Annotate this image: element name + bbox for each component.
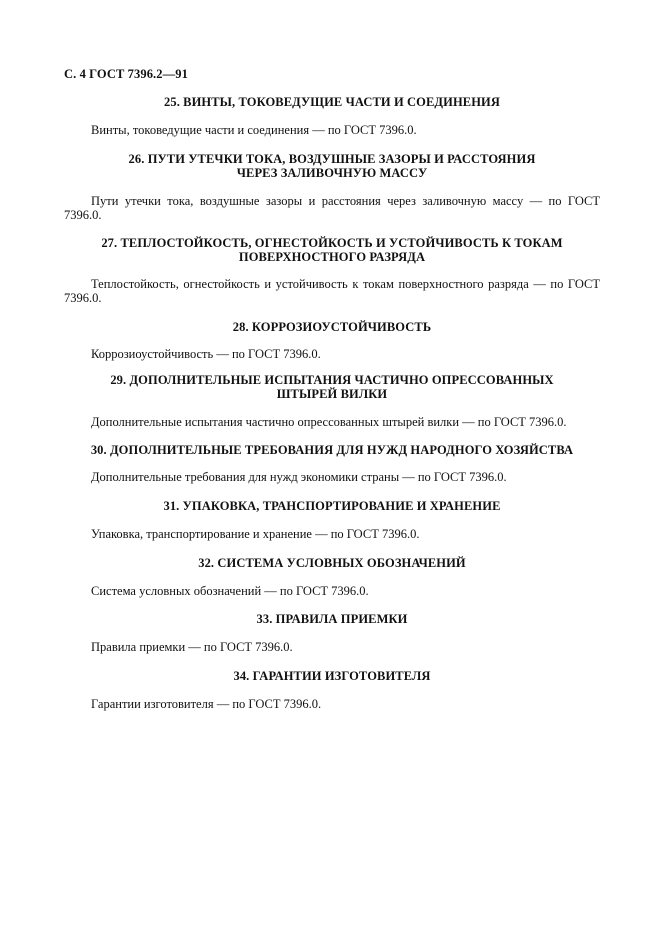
section-title <box>64 669 600 683</box>
section-title-line: 33. ПРАВИЛА ПРИЕМКИ <box>256 612 408 626</box>
section-title-line: 32. СИСТЕМА УСЛОВНЫХ ОБОЗНАЧЕНИЙ <box>198 556 466 570</box>
section-title <box>64 612 600 626</box>
section-31 <box>64 499 600 541</box>
section-title-line: ПОВЕРХНОСТНОГО РАЗРЯДА <box>238 250 426 264</box>
section-body: Система условных обозначений — по ГОСТ 7396.0. <box>91 584 369 598</box>
document-content <box>64 95 600 711</box>
section-title-line: 26. ПУТИ УТЕЧКИ ТОКА, ВОЗДУШНЫЕ ЗАЗОРЫ И РАССТОЯНИЯ <box>128 152 536 166</box>
section-title-line: ШТЫРЕЙ ВИЛКИ <box>276 387 388 401</box>
section-body: Правила приемки — по ГОСТ 7396.0. <box>91 640 293 654</box>
section-title-line: 28. КОРРОЗИОУСТОЙЧИВОСТЬ <box>232 320 432 334</box>
section-body: Пути утечки тока, воздушные зазоры и расстояния через заливочную массу — по ГОСТ 7396.0. <box>64 194 600 222</box>
section-title-line: 30. ДОПОЛНИТЕЛЬНЫЕ ТРЕБОВАНИЯ ДЛЯ НУЖД НАРОДНОГО ХОЗЯЙСТВА <box>90 443 574 457</box>
section-body: Теплостойкость, огнестойкость и устойчивость к токам поверхностного разряда — по ГОСТ 7396.0. <box>64 277 600 305</box>
section-body: Упаковка, транспортирование и хранение — по ГОСТ 7396.0. <box>91 527 420 541</box>
section-title-line: 25. ВИНТЫ, ТОКОВЕДУЩИЕ ЧАСТИ И СОЕДИНЕНИЯ <box>164 95 500 109</box>
section-title <box>64 320 600 334</box>
section-title <box>64 152 600 180</box>
section-27 <box>64 236 600 305</box>
section-title-line: 31. УПАКОВКА, ТРАНСПОРТИРОВАНИЕ И ХРАНЕНИЕ <box>163 499 501 513</box>
section-title <box>64 443 600 457</box>
section-title <box>64 373 600 401</box>
section-26 <box>64 152 600 222</box>
section-body: Гарантии изготовителя — по ГОСТ 7396.0. <box>91 697 322 711</box>
section-title-line: 29. ДОПОЛНИТЕЛЬНЫЕ ИСПЫТАНИЯ ЧАСТИЧНО ОПРЕССОВАННЫХ <box>110 373 554 387</box>
section-25 <box>64 95 600 137</box>
section-title <box>64 499 600 513</box>
section-32 <box>64 556 600 598</box>
section-body: Коррозиоустойчивость — по ГОСТ 7396.0. <box>91 347 321 361</box>
section-29 <box>64 373 600 429</box>
running-head: С. 4 ГОСТ 7396.2—91 <box>64 67 188 81</box>
section-body: Винты, токоведущие части и соединения — по ГОСТ 7396.0. <box>91 123 417 137</box>
section-34 <box>64 669 600 711</box>
section-title-line: ЧЕРЕЗ ЗАЛИВОЧНУЮ МАССУ <box>236 166 428 180</box>
section-title <box>64 95 600 109</box>
section-28 <box>64 320 600 361</box>
section-title-line: 34. ГАРАНТИИ ИЗГОТОВИТЕЛЯ <box>233 669 431 683</box>
section-body: Дополнительные испытания частично опрессованных штырей вилки — по ГОСТ 7396.0. <box>91 415 567 429</box>
section-title-line: 27. ТЕПЛОСТОЙКОСТЬ, ОГНЕСТОЙКОСТЬ И УСТОЙЧИВОСТЬ К ТОКАМ <box>101 236 563 250</box>
section-30 <box>64 443 600 484</box>
section-title <box>64 236 600 264</box>
section-body: Дополнительные требования для нужд экономики страны — по ГОСТ 7396.0. <box>91 470 507 484</box>
section-title <box>64 556 600 570</box>
section-33 <box>64 612 600 654</box>
